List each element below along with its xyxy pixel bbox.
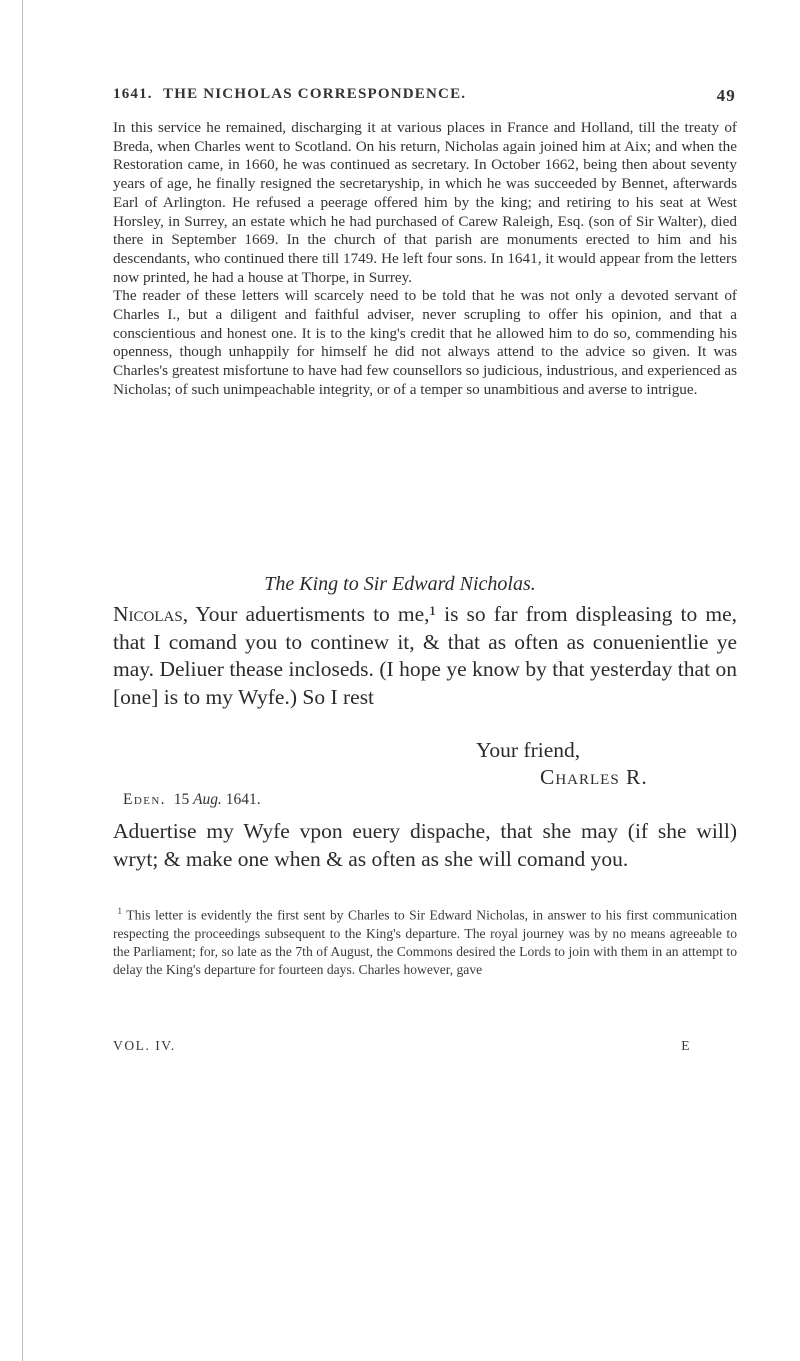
letter-salutation: Nicolas, [113,602,189,626]
footnote-text: This letter is evidently the first sent by Charles to Sir Edward Nicholas, in answer to his first communication respecting the proceedings subsequent to the King's departure. The royal journey was by no means agreeable to the Parliament; for, so late as the 7th of August, the Commons desired the Lords to join with them in an attempt to delay the King's departure for fourteen days. Charles however, gave [113,907,738,978]
sheet-signature: E [681,1038,691,1053]
running-head-title: THE NICHOLAS CORRESPONDENCE. [163,86,467,102]
letter-signature: Charles R. [540,765,648,789]
letter-place: Eden. [123,791,166,808]
letter-body [113,601,737,711]
footnote-marker: 1 [117,906,123,916]
body-paragraph: In this service he remained, discharging it at various places in France and Holland, till the treaty of Breda, when Charles went to Scotland. On his return, Nicholas again joined him at Aix; and when the Restoration came, in 1660, he was continued as secretary. In October 1662, being then about seventy years of age, he finally resigned the secretaryship, in which he was succeeded by Bennet, afterwards Earl of Arlington. He refused a peerage offered him by the king; and retiring to his seat at West Horsley, in Surrey, an estate which he had purchased of Carew Raleigh, Esq. (son of Sir Walter), died there in September 1669. In the church of that parish are monuments erected to him and his descendants, who continued there till 1749. He left four sons. In 1641, it would appear from the letters now printed, he had a house at Thorpe, in Surrey. [113,119,737,286]
letter-dateline [123,791,261,809]
body-paragraph: The reader of these letters will scarcely need to be told that he was not only a devoted servant of Charles I., but a diligent and faithful adviser, never scrupling to offer his opinion, and that a conscientious and honest one. It is to the king's credit that he allowed him to do so, commending his openness, though unhappily for himself he did not always attend to the advice so given. It was Charles's greatest misfortune to have had few counsellors so judicious, industrious, and experienced as Nicholas; of such unimpeachable integrity, or of a temper so unambitious and averse to intrigue. [113,287,738,398]
letter-postscript: Aduertise my Wyfe vpon euery dispache, that she may (if she will) wryt; & make one when & as often as she will comand you. [113,819,737,871]
body-text [113,119,737,400]
signature-mark [113,1038,737,1054]
footnote [113,902,737,979]
letter-text: Your aduertisments to me,¹ is so far from displeasing to me, that I comand you to continew it, & that as often as conuenientlie ye may. Deliuer thease incloseds. (I hope ye know by that yesterday that on [one] is to my Wyfe.) So I rest [113,602,737,709]
running-head-year: 1641. [113,86,153,102]
letter-date-year: 1641. [225,791,261,808]
running-head [113,86,736,110]
letter-date-month: Aug. [193,791,222,808]
page-number: 49 [716,86,736,105]
letter-title: The King to Sir Edward Nicholas. [264,573,536,595]
volume-label: VOL. IV. [113,1038,176,1053]
letter-closing: Your friend, [476,738,581,762]
letter-date-day: 15 [173,791,190,808]
page-edge [22,0,23,1361]
